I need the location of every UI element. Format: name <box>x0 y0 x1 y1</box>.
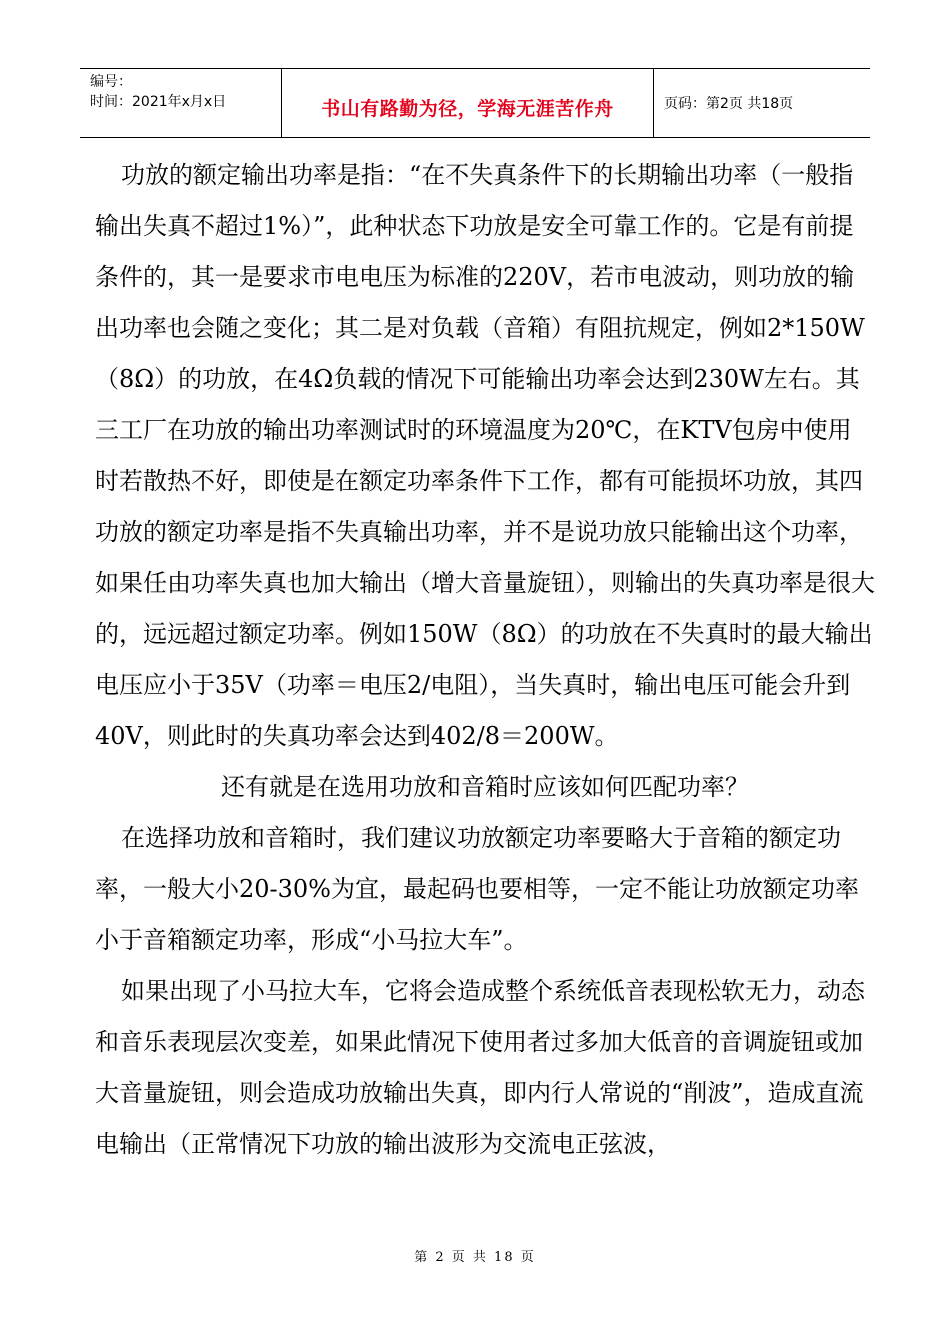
paragraph-matching-advice: 在选择功放和音箱时，我们建议功放额定功率要略大于音箱的额定功率，一般大小20-30%为宜，最起码也要相等，一定不能让功放额定功率小于音箱额定功率，形成“小马拉大车”。 <box>95 824 859 954</box>
document-time-label: 时间：2021年x月x日 <box>90 94 227 110</box>
document-number-label: 编号： <box>90 74 132 90</box>
header-info-cell <box>80 69 282 137</box>
document-body <box>95 150 875 1170</box>
page-footer: 第 2 页 共 18 页 <box>414 1250 536 1265</box>
paragraph-question: 还有就是在选用功放和音箱时应该如何匹配功率？ <box>221 773 749 801</box>
paragraph-rated-power: 功放的额定输出功率是指：“在不失真条件下的长期输出功率（一般指输出失真不超过1%）”，此种状态下功放是安全可靠工作的。它是有前提条件的，其一是要求市电电压为标准的220V，若市电波动，则功放的输出功率也会随之变化；其二是对负载（音箱）有阻抗规定，例如2*150W（8Ω）的功放，在4Ω负载的情况下可能输出功率会达到230W左右。其三工厂在功放的输出功率测试时的环境温度为20℃，在KTV包房中使用时若散热不好，即使是在额定功率条件下工作，都有可能损坏功放，其四功放的额定功率是指不失真输出功率，并不是说功放只能输出这个功率，如果任由功率失真也加大输出（增大音量旋钮），则输出的失真功率是很大的，远远超过额定功率。例如150W（8Ω）的功放在不失真时的最大输出电压应小于35V（功率＝电压2/电阻），当失真时，输出电压可能会升到40V，则此时的失真功率会达到402/8＝200W。 <box>95 161 875 750</box>
header-page-cell <box>654 69 870 137</box>
header-page-label: 页码：第2页 共18页 <box>664 96 794 112</box>
page-header <box>80 68 870 138</box>
paragraph-underpowered-effects: 如果出现了小马拉大车，它将会造成整个系统低音表现松软无力，动态和音乐表现层次变差，如果此情况下使用者过多加大低音的音调旋钮或加大音量旋钮，则会造成功放输出失真，即内行人常说的“削波”，造成直流电输出（正常情况下功放的输出波形为交流电正弦波， <box>95 977 865 1158</box>
header-motto-cell <box>282 69 654 137</box>
header-motto: 书山有路勤为径，学海无涯苦作舟 <box>321 97 614 120</box>
